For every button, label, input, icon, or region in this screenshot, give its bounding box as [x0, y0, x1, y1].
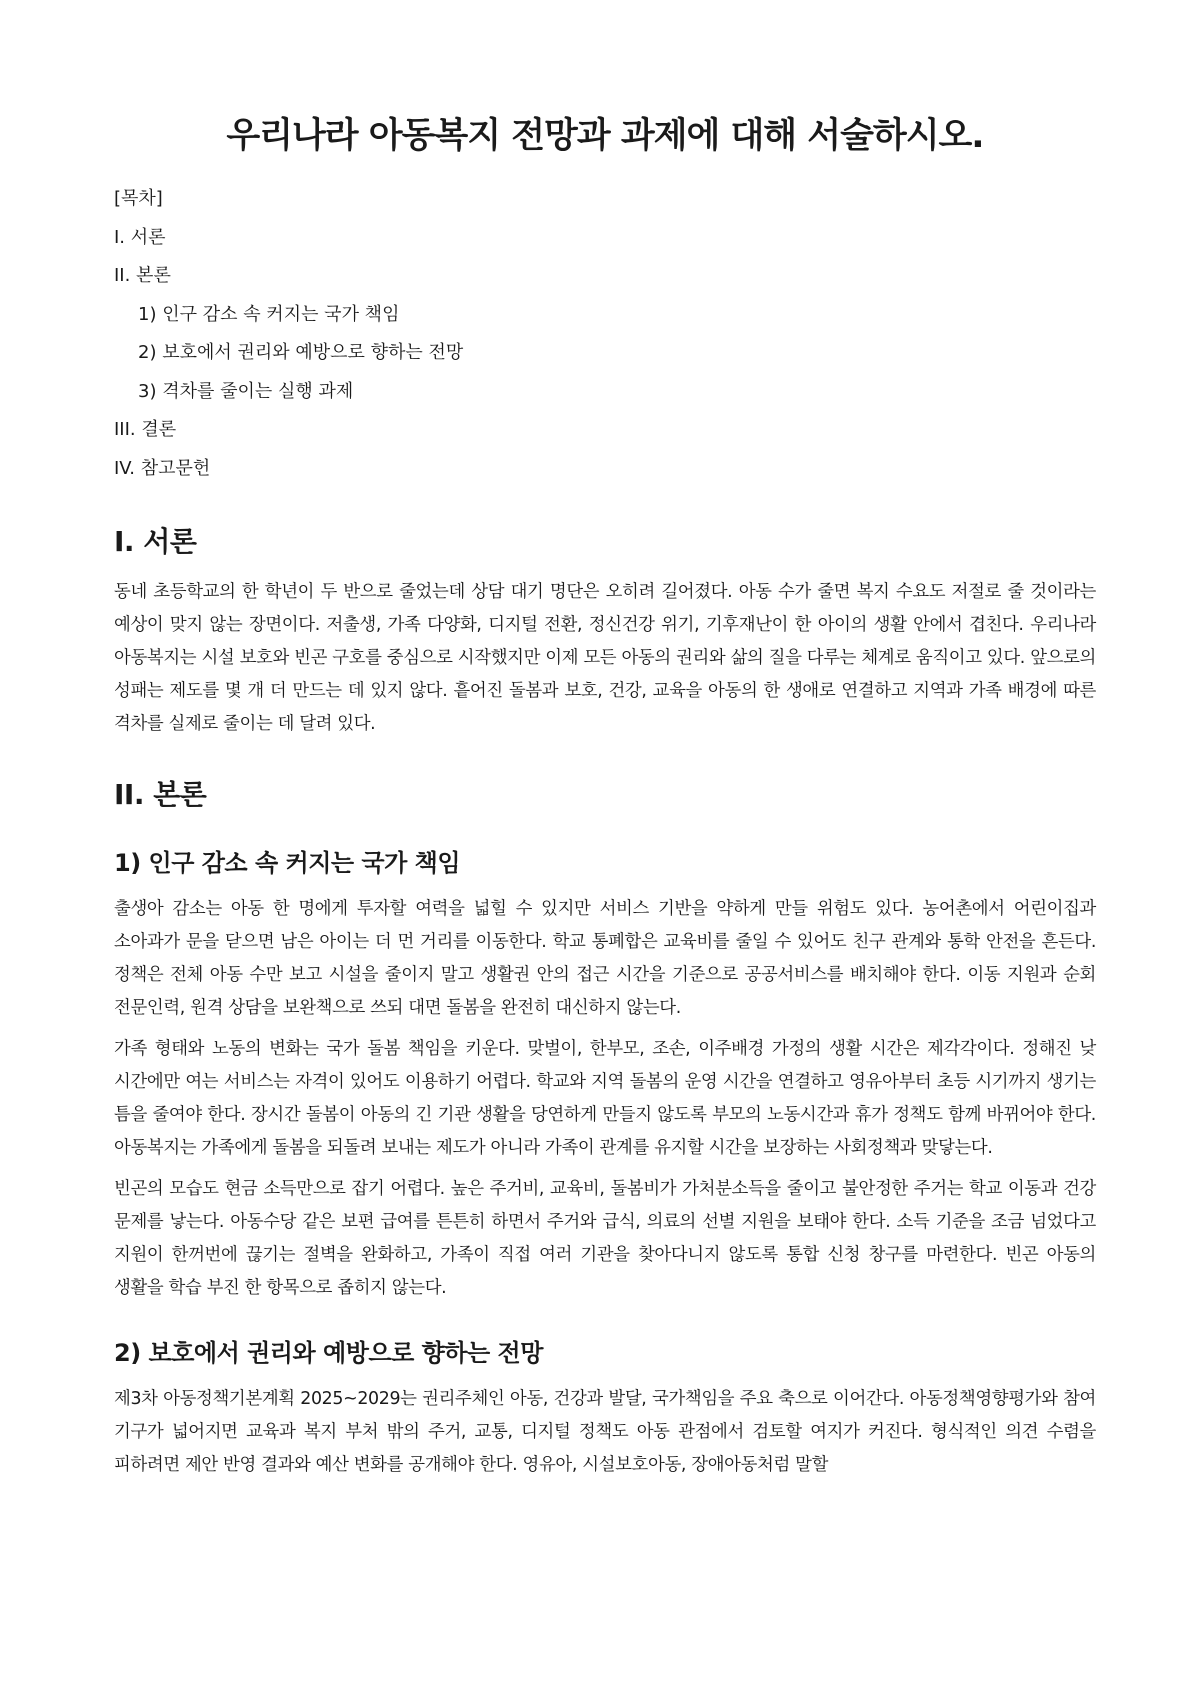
toc-item-sub-3: 3) 격차를 줄이는 실행 과제	[138, 380, 354, 402]
toc-item-intro: I. 서론	[114, 226, 166, 248]
toc-heading: [목차]	[114, 188, 163, 209]
body-paragraph: 가족 형태와 노동의 변화는 국가 돌봄 책임을 키운다. 맞벌이, 한부모, 조손, 이주배경 가정의 생활 시간은 제각각이다. 정해진 낮 시간에만 여는 서비스는 자격이 있어도 이용하기 어렵다. 학교와 지역 돌봄의 운영 시간을 연결하고 영유아부터 초등 시기까지 생기는 틈을 줄여야 한다. 장시간 돌봄이 아동의 긴 기관 생활을 당연하게 만들지 않도록 부모의 노동시간과 휴가 정책도 함께 바뀌어야 한다. 아동복지는 가족에게 돌봄을 되돌려 보내는 제도가 아니라 가족이 관계를 유지할 시간을 보장하는 사회정책과 맞닿는다.	[114, 1039, 1096, 1158]
toc-item-references: IV. 참고문헌	[114, 457, 211, 479]
body-paragraph: 출생아 감소는 아동 한 명에게 투자할 여력을 넓힐 수 있지만 서비스 기반을 약하게 만들 위험도 있다. 농어촌에서 어린이집과 소아과가 문을 닫으면 남은 아이는 더 먼 거리를 이동한다. 학교 통폐합은 교육비를 줄일 수 있어도 친구 관계와 통학 안전을 흔든다. 정책은 전체 아동 수만 보고 시설을 줄이지 말고 생활권 안의 접근 시간을 기준으로 공공서비스를 배치해야 한다. 이동 지원과 순회 전문인력, 원격 상담을 보완책으로 쓰되 대면 돌봄을 완전히 대신하지 않는다.	[114, 899, 1096, 1018]
toc-item-sub-1: 1) 인구 감소 속 커지는 국가 책임	[138, 303, 400, 325]
intro-paragraph: 동네 초등학교의 한 학년이 두 반으로 줄었는데 상담 대기 명단은 오히려 길어졌다. 아동 수가 줄면 복지 수요도 저절로 줄 것이라는 예상이 맞지 않는 장면이다. 저출생, 가족 다양화, 디지털 전환, 정신건강 위기, 기후재난이 한 아이의 생활 안에서 겹친다. 우리나라 아동복지는 시설 보호와 빈곤 구호를 중심으로 시작했지만 이제 모든 아동의 권리와 삶의 질을 다루는 체계로 움직이고 있다. 앞으로의 성패는 제도를 몇 개 더 만드는 데 있지 않다. 흩어진 돌봄과 보호, 건강, 교육을 아동의 한 생애로 연결하고 지역과 가족 배경에 따른 격차를 실제로 줄이는 데 달려 있다.	[114, 582, 1097, 734]
body-paragraph: 빈곤의 모습도 현금 소득만으로 잡기 어렵다. 높은 주거비, 교육비, 돌봄비가 가처분소득을 줄이고 불안정한 주거는 학교 이동과 건강 문제를 낳는다. 아동수당 같은 보편 급여를 튼튼히 하면서 주거와 급식, 의료의 선별 지원을 보태야 한다. 소득 기준을 조금 넘었다고 지원이 한꺼번에 끊기는 절벽을 완화하고, 가족이 직접 여러 기관을 찾아다니지 않도록 통합 신청 창구를 마련한다. 빈곤 아동의 생활을 학습 부진 한 항목으로 좁히지 않는다.	[114, 1179, 1096, 1298]
section-heading-intro: I. 서론	[114, 525, 197, 558]
table-of-contents	[114, 180, 1096, 488]
toc-item-body: II. 본론	[114, 265, 171, 286]
section-heading-body: II. 본론	[114, 778, 207, 811]
toc-item-conclusion: III. 결론	[114, 419, 177, 440]
body-paragraph: 제3차 아동정책기본계획 2025~2029는 권리주체인 아동, 건강과 발달, 국가책임을 주요 축으로 이어간다. 아동정책영향평가와 참여 기구가 넓어지면 교육과 복지 부처 밖의 주거, 교통, 디지털 정책도 아동 관점에서 검토할 여지가 커진다. 형식적인 의견 수렴을 피하려면 제안 반영 결과와 예산 변화를 공개해야 한다. 영유아, 시설보호아동, 장애아동처럼 말할	[114, 1389, 1096, 1475]
subsection-heading-1: 1) 인구 감소 속 커지는 국가 책임	[114, 849, 461, 877]
document-title: 우리나라 아동복지 전망과 과제에 대해 서술하시오.	[226, 116, 984, 156]
toc-item-sub-2: 2) 보호에서 권리와 예방으로 향하는 전망	[138, 342, 464, 363]
subsection-heading-2: 2) 보호에서 권리와 예방으로 향하는 전망	[114, 1339, 543, 1367]
